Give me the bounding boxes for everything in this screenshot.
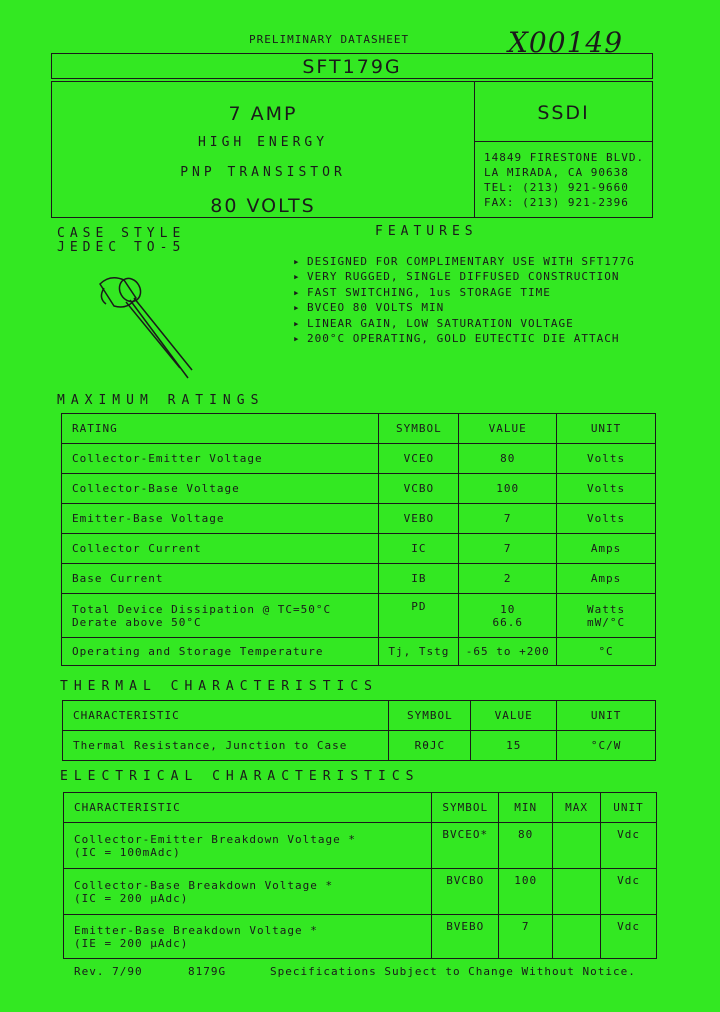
max-ratings-heading: MAXIMUM RATINGS — [57, 393, 265, 408]
handwritten-id: X00149 — [508, 26, 624, 59]
characteristic-cell: Collector-Base Breakdown Voltage * (IC = 200 µAdc) — [64, 869, 432, 915]
unit-cell: °C — [557, 638, 656, 666]
col-header: SYMBOL — [379, 414, 459, 444]
value-cell: 10 66.6 — [459, 594, 557, 638]
table-row — [62, 534, 656, 564]
col-header: SYMBOL — [389, 701, 471, 731]
max-cell — [553, 823, 601, 869]
feature-item: ▸ 200°C OPERATING, GOLD EUTECTIC DIE ATTACH — [293, 332, 620, 346]
fax: FAX: (213) 921-2396 — [484, 196, 629, 209]
table-row — [63, 731, 656, 761]
max-cell — [553, 915, 601, 959]
company-address — [484, 150, 644, 210]
electrical-heading: ELECTRICAL CHARACTERISTICS — [60, 769, 420, 784]
characteristic-cell: Thermal Resistance, Junction to Case — [63, 731, 389, 761]
company-box — [475, 81, 653, 218]
triangle-bullet-icon: ▸ — [293, 285, 301, 299]
unit-cell: Vdc — [601, 869, 657, 915]
feature-item: ▸ DESIGNED FOR COMPLIMENTARY USE WITH SFT177G — [293, 255, 635, 268]
min-cell: 100 — [499, 869, 553, 915]
table-row — [62, 564, 656, 594]
triangle-bullet-icon: ▸ — [293, 255, 301, 268]
value-cell: 7 — [459, 534, 557, 564]
table-row — [62, 444, 656, 474]
table-row — [62, 638, 656, 666]
symbol-cell: VEBO — [379, 504, 459, 534]
volt-rating: 80 VOLTS — [210, 195, 316, 217]
rating-cell: Operating and Storage Temperature — [62, 638, 379, 666]
value-cell: 15 — [471, 731, 557, 761]
symbol-cell: IB — [379, 564, 459, 594]
thermal-table — [62, 700, 656, 761]
value-cell: -65 to +200 — [459, 638, 557, 666]
col-header: UNIT — [557, 701, 656, 731]
to5-package-icon — [92, 270, 202, 385]
col-header: UNIT — [601, 793, 657, 823]
symbol-cell: BVEBO — [432, 915, 499, 959]
company-name: SSDI — [475, 82, 652, 142]
table-row — [64, 823, 657, 869]
table-header-row — [64, 793, 657, 823]
unit-cell: °C/W — [557, 731, 656, 761]
col-header: SYMBOL — [432, 793, 499, 823]
symbol-cell: PD — [379, 594, 459, 638]
symbol-cell: BVCBO — [432, 869, 499, 915]
notice: Specifications Subject to Change Without Notice. — [270, 965, 636, 978]
table-row — [62, 504, 656, 534]
col-header: VALUE — [471, 701, 557, 731]
rating-cell: Total Device Dissipation @ TC=50°C Derate above 50°C — [62, 594, 379, 638]
features-list — [293, 254, 635, 346]
title-line-3: PNP TRANSISTOR — [180, 165, 346, 180]
rating-cell: Collector-Emitter Voltage — [62, 444, 379, 474]
unit-cell: Volts — [557, 504, 656, 534]
min-cell: 80 — [499, 823, 553, 869]
address-line-1: 14849 FIRESTONE BLVD. — [484, 151, 645, 164]
unit-cell: Volts — [557, 474, 656, 504]
title-bar — [51, 53, 653, 79]
table-header-row — [63, 701, 656, 731]
value-cell: 7 — [459, 504, 557, 534]
feature-item: ▸ FAST SWITCHING, 1us STORAGE TIME — [293, 285, 551, 299]
amp-rating: 7 AMP — [228, 103, 298, 125]
symbol-cell: Tj, Tstg — [379, 638, 459, 666]
table-row — [64, 915, 657, 959]
case-style-heading: CASE STYLE — [57, 226, 186, 241]
col-header: MAX — [553, 793, 601, 823]
characteristic-cell: Emitter-Base Breakdown Voltage * (IE = 200 µAdc) — [64, 915, 432, 959]
rating-cell: Emitter-Base Voltage — [62, 504, 379, 534]
symbol-cell: IC — [379, 534, 459, 564]
rating-cell: Collector-Base Voltage — [62, 474, 379, 504]
telephone: TEL: (213) 921-9660 — [484, 181, 629, 194]
preliminary-label: PRELIMINARY DATASHEET — [249, 33, 410, 46]
triangle-bullet-icon: ▸ — [293, 332, 301, 346]
symbol-cell: BVCEO* — [432, 823, 499, 869]
rating-cell: Collector Current — [62, 534, 379, 564]
electrical-table — [63, 792, 657, 959]
unit-cell: Volts — [557, 444, 656, 474]
feature-item: ▸ LINEAR GAIN, LOW SATURATION VOLTAGE — [293, 316, 574, 330]
value-cell: 100 — [459, 474, 557, 504]
unit-cell: Vdc — [601, 915, 657, 959]
features-heading: FEATURES — [375, 224, 478, 239]
col-header: UNIT — [557, 414, 656, 444]
symbol-cell: VCEO — [379, 444, 459, 474]
table-row — [62, 594, 656, 638]
characteristic-cell: Collector-Emitter Breakdown Voltage * (IC = 100mAdc) — [64, 823, 432, 869]
max-cell — [553, 869, 601, 915]
unit-cell: Watts mW/°C — [557, 594, 656, 638]
max-ratings-table — [61, 413, 656, 666]
address-line-2: LA MIRADA, CA 90638 — [484, 166, 629, 179]
col-header: VALUE — [459, 414, 557, 444]
triangle-bullet-icon: ▸ — [293, 316, 301, 330]
col-header: CHARACTERISTIC — [63, 701, 389, 731]
unit-cell: Vdc — [601, 823, 657, 869]
value-cell: 2 — [459, 564, 557, 594]
table-row — [62, 474, 656, 504]
case-style-value: JEDEC TO-5 — [57, 240, 186, 255]
part-number: SFT179G — [302, 56, 402, 78]
unit-cell: Amps — [557, 564, 656, 594]
unit-cell: Amps — [557, 534, 656, 564]
symbol-cell: RθJC — [389, 731, 471, 761]
symbol-cell: VCBO — [379, 474, 459, 504]
doc-code: 8179G — [188, 965, 227, 978]
table-header-row — [62, 414, 656, 444]
title-line-2: HIGH ENERGY — [197, 135, 329, 150]
thermal-heading: THERMAL CHARACTERISTICS — [60, 679, 379, 694]
rating-cell: Base Current — [62, 564, 379, 594]
value-cell: 80 — [459, 444, 557, 474]
triangle-bullet-icon: ▸ — [293, 301, 301, 315]
triangle-bullet-icon: ▸ — [293, 270, 301, 284]
col-header: RATING — [62, 414, 379, 444]
col-header: CHARACTERISTIC — [64, 793, 432, 823]
feature-item: ▸ VERY RUGGED, SINGLE DIFFUSED CONSTRUCTION — [293, 270, 620, 284]
col-header: MIN — [499, 793, 553, 823]
feature-item: ▸ BVCEO 80 VOLTS MIN — [293, 301, 445, 315]
table-row — [64, 869, 657, 915]
min-cell: 7 — [499, 915, 553, 959]
revision: Rev. 7/90 — [74, 965, 143, 978]
